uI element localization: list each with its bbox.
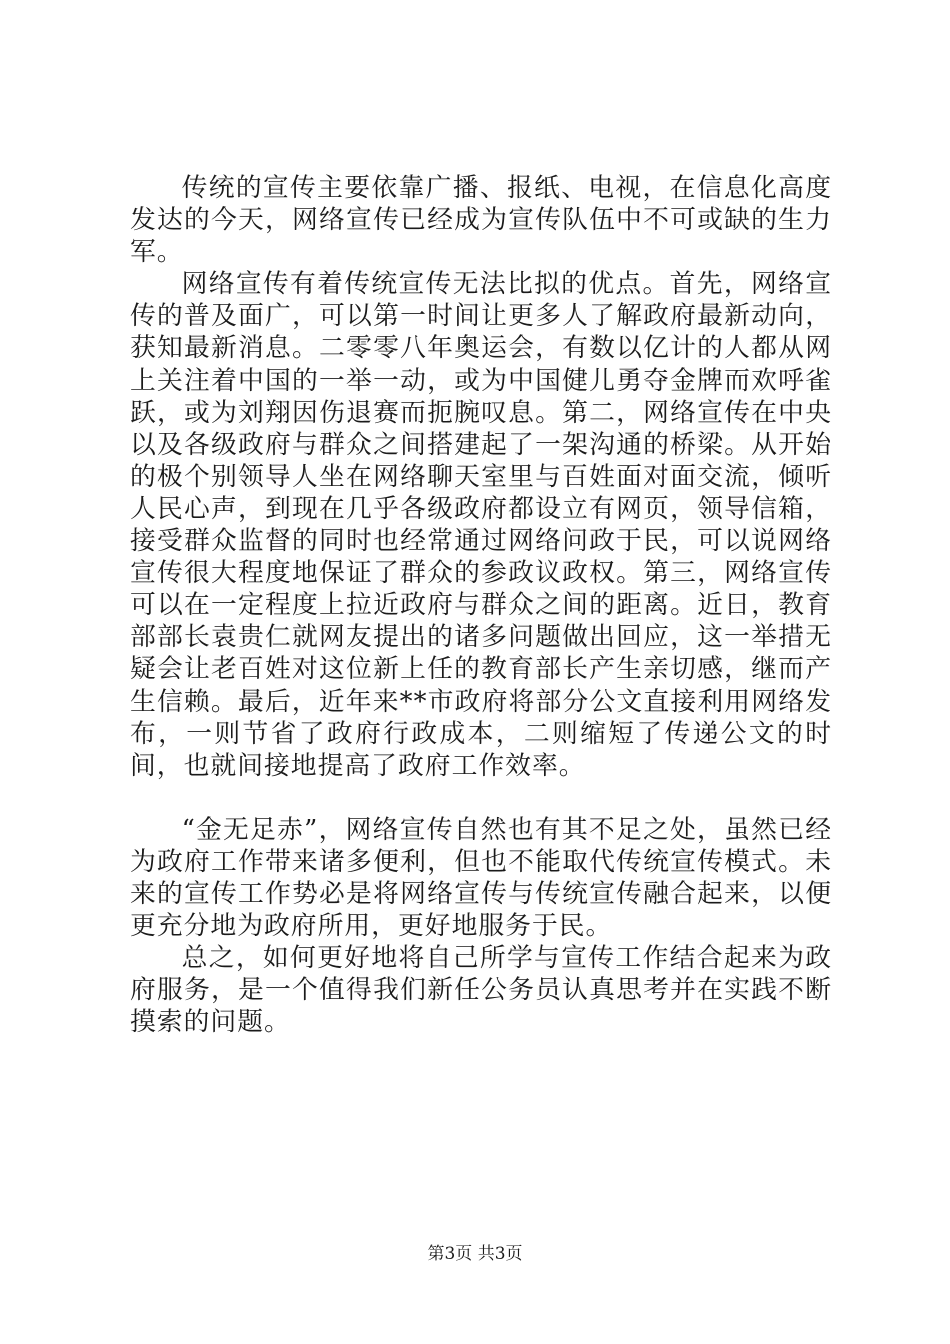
page-number-footer: 第3页 共3页 [427,1244,523,1264]
paragraph-intro: 传统的宣传主要依靠广播、报纸、电视，在信息化高度发达的今天，网络宣传已经成为宣传队伍中不可或缺的生力军。 [130,173,832,268]
paragraph-advantages: 网络宣传有着传统宣传无法比拟的优点。首先，网络宣传的普及面广，可以第一时间让更多人了解政府最新动向，获知最新消息。二零零八年奥运会，有数以亿计的人都从网上关注着中国的一举一动，或为中国健儿勇夺金牌而欢呼雀跃，或为刘翔因伤退赛而扼腕叹息。第二，网络宣传在中央以及各级政府与群众之间搭建起了一架沟通的桥梁。从开始的极个别领导人坐在网络聊天室里与百姓面对面交流，倾听人民心声，到现在几乎各级政府都设立有网页，领导信箱，接受群众监督的同时也经常通过网络问政于民，可以说网络宣传很大程度地保证了群众的参政议政权。第三，网络宣传可以在一定程度上拉近政府与群众之间的距离。近日，教育部部长袁贵仁就网友提出的诸多问题做出回应，这一举措无疑会让老百姓对这位新上任的教育部长产生亲切感，继而产生信赖。最后，近年来**市政府将部分公文直接利用网络发布，一则节省了政府行政成本，二则缩短了传递公文的时间，也就间接地提高了政府工作效率。 [130,269,832,781]
paragraph-shortcomings: “金无足赤”，网络宣传自然也有其不足之处，虽然已经为政府工作带来诸多便利，但也不能取代传统宣传模式。未来的宣传工作势必是将网络宣传与传统宣传融合起来，以便更充分地为政府所用，更好地服务于民。 [130,814,832,942]
document-body [130,172,832,1038]
paragraph-conclusion: 总之，如何更好地将自己所学与宣传工作结合起来为政府服务，是一个值得我们新任公务员认真思考并在实践不断摸索的问题。 [130,943,832,1038]
